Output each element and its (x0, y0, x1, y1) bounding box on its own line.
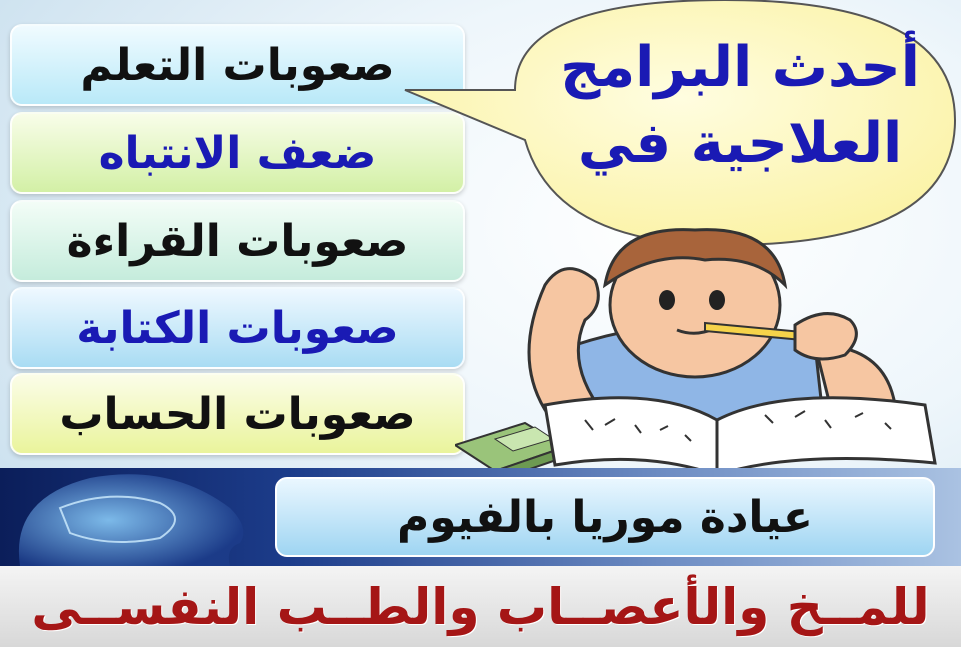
open-book-icon (545, 398, 935, 475)
topic-writing-difficulties: صعوبات الكتابة (10, 287, 465, 369)
bubble-headline (545, 30, 935, 182)
footer-tagline: للمــخ والأعصــاب والطــب النفســى (0, 566, 961, 647)
clinic-name: عيادة موريا بالفيوم (275, 477, 935, 557)
topic-learning-difficulties: صعوبات التعلم (10, 24, 465, 106)
topic-math-difficulties: صعوبات الحساب (10, 373, 465, 455)
boy-studying-illustration (455, 225, 961, 485)
brain-head-icon (0, 468, 260, 566)
topic-reading-difficulties: صعوبات القراءة (10, 200, 465, 282)
topic-attention-deficit: ضعف الانتباه (10, 112, 465, 194)
bubble-line-2: العلاجية في (577, 111, 903, 176)
bubble-line-1: أحدث البرامج (560, 35, 920, 100)
